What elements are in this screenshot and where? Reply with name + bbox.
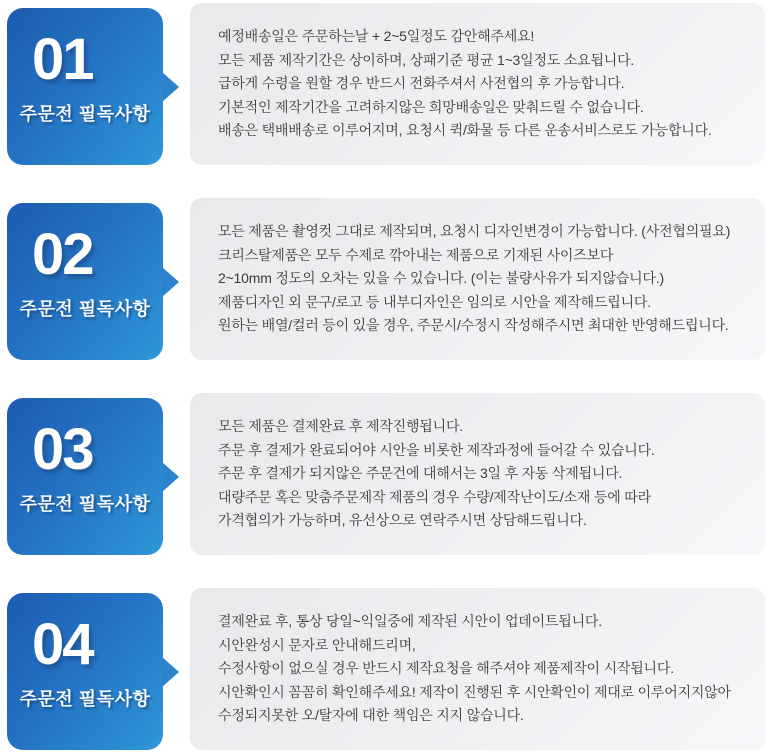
notice-line: 기본적인 제작기간을 고려하지않은 희망배송일은 맞춰드릴 수 없습니다. bbox=[218, 98, 644, 115]
notice-line: 급하게 수령을 원할 경우 반드시 전화주셔서 사전협의 후 가능합니다. bbox=[218, 75, 625, 92]
arrow-right-icon bbox=[162, 72, 179, 102]
notice-line: 예정배송일은 주문하는날 + 2~5일정도 감안해주세요! bbox=[218, 28, 535, 45]
badge-title: 주문전 필독사항 bbox=[19, 299, 151, 319]
arrow-right-icon bbox=[162, 657, 179, 687]
notice-line: 원하는 배열/컬러 등이 있을 경우, 주문시/수정시 작성해주시면 최대한 반영해드립니다. bbox=[218, 317, 729, 334]
notice-section-01 bbox=[0, 3, 770, 165]
notice-line: 주문 후 결제가 되지않은 주문건에 대해서는 3일 후 자동 삭제됩니다. bbox=[218, 465, 623, 482]
badge-title: 주문전 필독사항 bbox=[19, 494, 151, 514]
arrow-right-icon bbox=[162, 462, 179, 492]
section-number-badge bbox=[7, 8, 163, 165]
notice-section-03 bbox=[0, 393, 770, 555]
notice-line: 대량주문 혹은 맞춤주문제작 제품의 경우 수량/제작난이도/소재 등에 따라 bbox=[218, 488, 651, 505]
arrow-right-icon bbox=[162, 267, 179, 297]
notice-text-box bbox=[190, 393, 765, 555]
notice-section-04 bbox=[0, 588, 770, 750]
notice-line: 주문 후 결제가 완료되어야 시안을 비롯한 제작과정에 들어갈 수 있습니다. bbox=[218, 441, 655, 458]
section-number: 01 bbox=[32, 27, 93, 92]
section-number: 02 bbox=[32, 222, 93, 287]
notice-line: 모든 제품은 결제완료 후 제작진행됩니다. bbox=[218, 418, 463, 435]
notice-line: 크리스탈제품은 모두 수제로 깎아내는 제품으로 기재된 사이즈보다 bbox=[218, 246, 614, 263]
notice-section-02 bbox=[0, 198, 770, 360]
notice-line: 2~10mm 정도의 오차는 있을 수 있습니다. (이는 불량사유가 되지않습니다.) bbox=[218, 270, 664, 287]
notice-text-box bbox=[190, 3, 765, 165]
notice-line: 시안완성시 문자로 안내해드리며, bbox=[218, 636, 416, 653]
section-number-badge bbox=[7, 593, 163, 750]
notice-line: 배송은 택배배송로 이루어지며, 요청시 퀵/화물 등 다른 운송서비스로도 가능합니다. bbox=[218, 122, 712, 139]
section-number-badge bbox=[7, 398, 163, 555]
section-number: 03 bbox=[32, 417, 93, 482]
notice-line: 모든 제품 제작기간은 상이하며, 상패기준 평균 1~3일정도 소요됩니다. bbox=[218, 51, 635, 68]
notice-text-box bbox=[190, 588, 765, 750]
notice-line: 제품디자인 외 문구/로고 등 내부디자인은 임의로 시안을 제작해드립니다. bbox=[218, 293, 651, 310]
notice-text-box bbox=[190, 198, 765, 360]
badge-title: 주문전 필독사항 bbox=[19, 689, 151, 709]
section-number-badge bbox=[7, 203, 163, 360]
badge-title: 주문전 필독사항 bbox=[19, 104, 151, 124]
notice-line: 모든 제품은 촬영컷 그대로 제작되며, 요청시 디자인변경이 가능합니다. (사전협의필요) bbox=[218, 223, 731, 240]
notice-line: 가격협의가 가능하며, 유선상으로 연락주시면 상담해드립니다. bbox=[218, 512, 587, 529]
notice-line: 결제완료 후, 통상 당일~익일중에 제작된 시안이 업데이트됩니다. bbox=[218, 613, 602, 630]
section-number: 04 bbox=[32, 612, 93, 677]
notice-line: 시안확인시 꼼꼼히 확인해주세요! 제작이 진행된 후 시안확인이 제대로 이루어지지않아 bbox=[218, 683, 731, 700]
notice-line: 수정되지못한 오/탈자에 대한 책임은 지지 않습니다. bbox=[218, 707, 524, 724]
notice-line: 수정사항이 없으실 경우 반드시 제작요청을 해주셔야 제품제작이 시작됩니다. bbox=[218, 660, 674, 677]
